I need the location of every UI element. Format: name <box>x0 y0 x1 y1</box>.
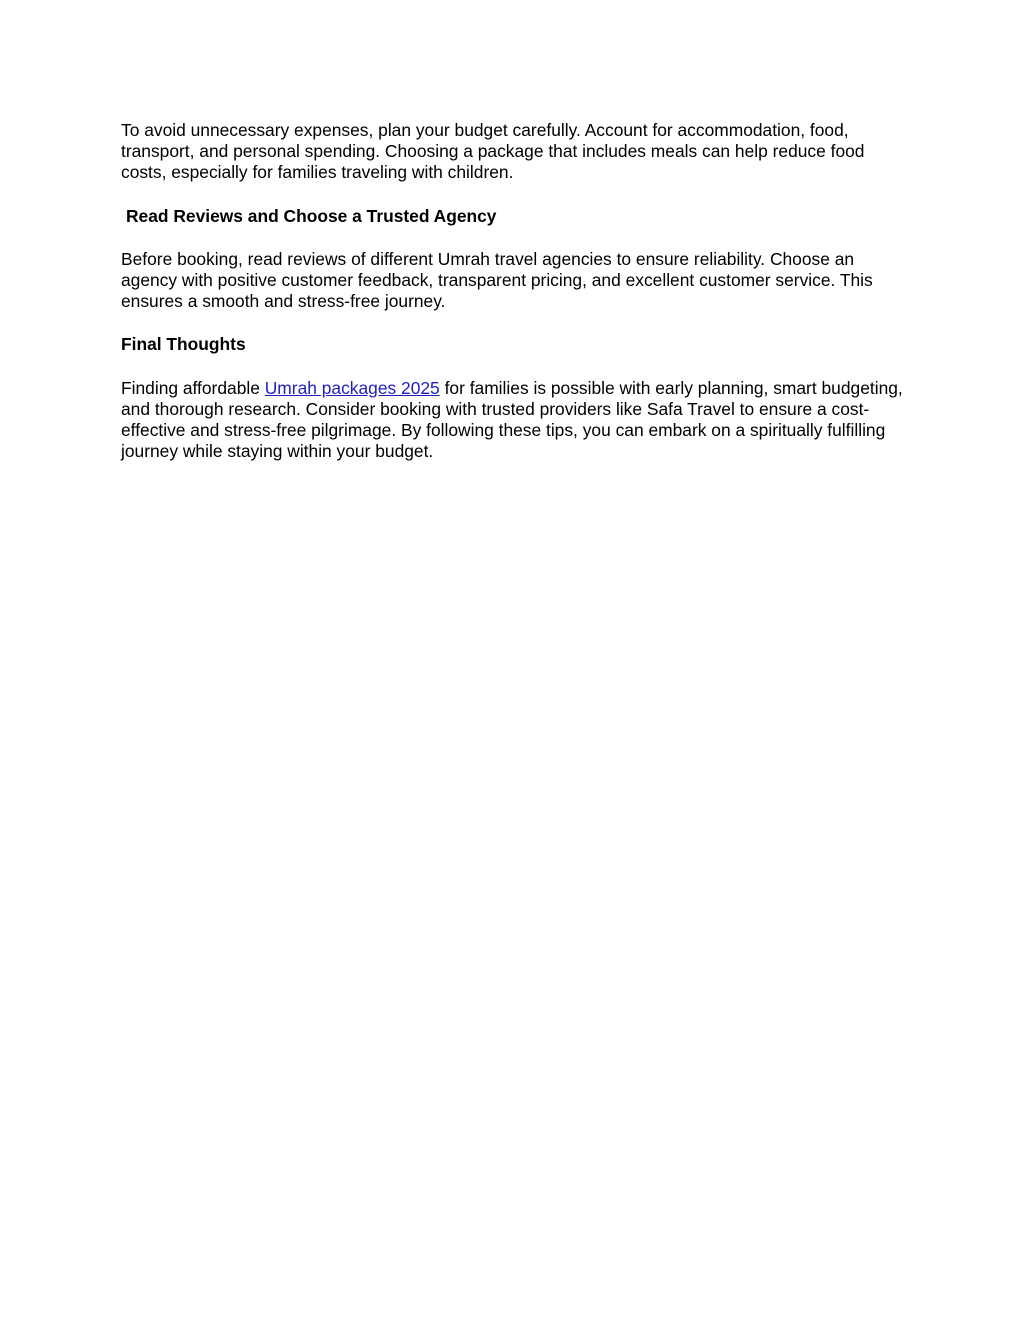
paragraph-final-text-start: Finding affordable <box>121 377 265 398</box>
umrah-packages-link[interactable]: Umrah packages 2025 <box>264 377 440 398</box>
paragraph-budget: To avoid unnecessary expenses, plan your budget carefully. Account for accommodation, food, transport, and personal spending. Choosing a package that includes meals can help reduce food costs, especially for families traveling with children. <box>121 120 865 183</box>
paragraph-final-text-end: for families is possible with early planning, smart budgeting, and thorough research. Consider booking with trusted providers like Safa Travel to ensure a cost-effective and stress-free pilgrimage. By following these tips, you can embark on a spiritually fulfilling journey while staying within your budget. <box>121 377 903 462</box>
heading-final-thoughts: Final Thoughts <box>121 334 246 355</box>
heading-read-reviews: Read Reviews and Choose a Trusted Agency <box>126 205 497 226</box>
paragraph-final <box>121 378 911 463</box>
paragraph-reviews: Before booking, read reviews of different Umrah travel agencies to ensure reliability. Choose an agency with positive customer feedback, transparent pricing, and excellent customer service. This ensures a smooth and stress-free journey. <box>121 248 873 312</box>
document-page <box>121 120 911 462</box>
